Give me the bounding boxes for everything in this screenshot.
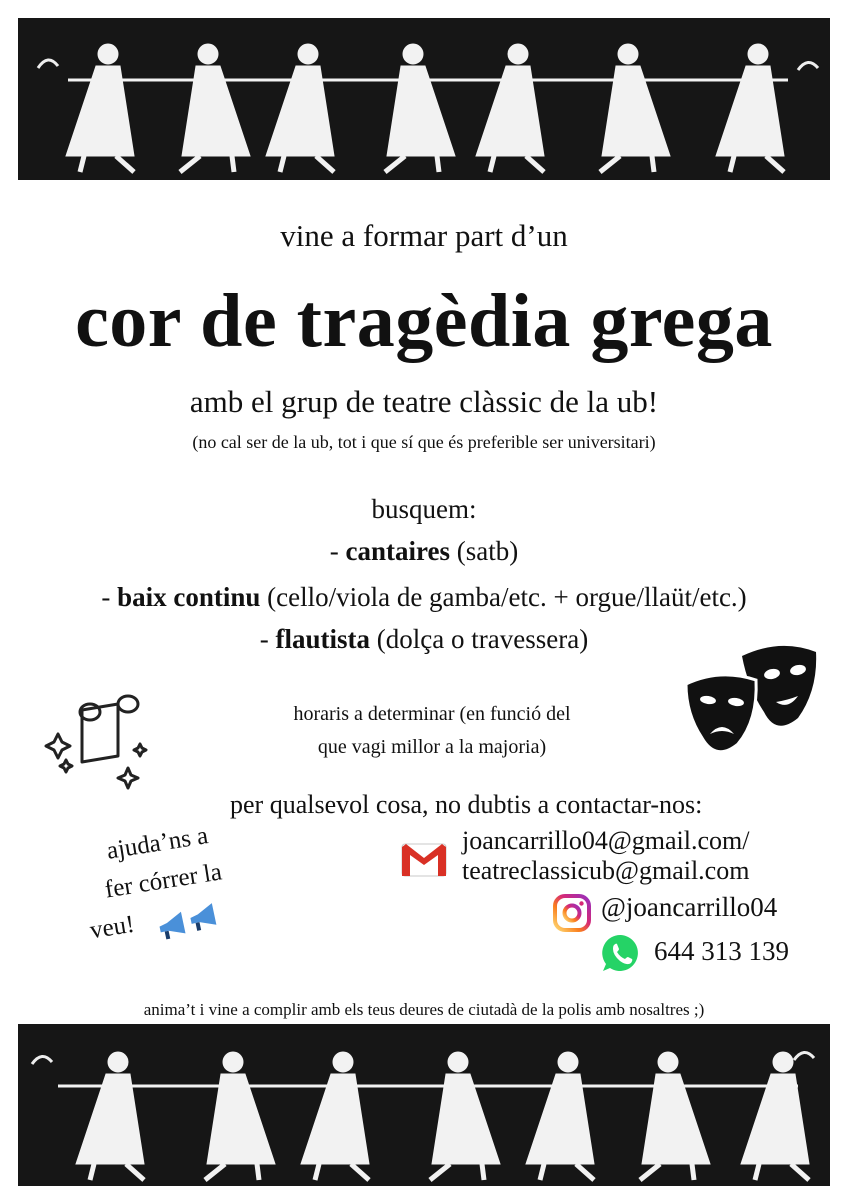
- email-address-personal[interactable]: joancarrillo04@gmail.com/: [462, 826, 750, 855]
- intro-text: vine a formar part d’un: [280, 218, 568, 253]
- seeking-item-continuo: [0, 582, 848, 613]
- top-dancers-frieze: [18, 18, 830, 180]
- page-title: cor de tragèdia grega: [75, 279, 773, 363]
- dancer-figure: [476, 44, 544, 172]
- dancer-figure: [640, 1052, 710, 1180]
- schedule-line: horaris a determinar (en funció del: [293, 703, 571, 725]
- share-line: veu!: [88, 910, 137, 945]
- dancer-figure: [266, 44, 334, 172]
- dancer-figure: [526, 1052, 594, 1180]
- dancer-figure: [600, 44, 670, 172]
- eligibility-note: (no cal ser de la ub, tot i que sí que és preferible ser universitari): [192, 432, 656, 452]
- dancer-figure: [180, 44, 250, 172]
- dancer-figure: [716, 44, 784, 172]
- seeking-heading: busquem:: [371, 494, 477, 524]
- dancer-figure: [741, 1052, 809, 1180]
- dancer-figure: [76, 1052, 144, 1180]
- item-detail: (dolça o travessera): [370, 624, 589, 654]
- whatsapp-icon: [600, 932, 642, 979]
- phone-number[interactable]: 644 313 139: [654, 936, 789, 966]
- item-role: flautista: [275, 624, 371, 654]
- dancer-figure: [301, 1052, 369, 1180]
- item-role: cantaires: [345, 536, 450, 566]
- gmail-icon: [400, 842, 448, 883]
- closing-line: anima’t i vine a complir amb els teus deures de ciutadà de la polis amb nosaltres ;): [143, 1000, 705, 1019]
- dancer-figure: [66, 44, 134, 172]
- item-prefix: -: [329, 536, 346, 566]
- music-note-icon: [44, 690, 156, 795]
- share-line: fer córrer la: [102, 858, 224, 904]
- email-address-group[interactable]: teatreclassicub@gmail.com: [462, 856, 750, 885]
- item-detail: (cello/viola de gamba/etc. + orgue/llaüt/etc.): [260, 582, 747, 612]
- theater-masks-icon: [680, 640, 822, 765]
- instagram-handle[interactable]: @joancarrillo04: [601, 892, 778, 922]
- bottom-dancers-frieze: [18, 1024, 830, 1186]
- dancer-figure: [385, 44, 455, 172]
- instagram-icon: [552, 893, 592, 938]
- share-line: ajuda’ns a: [104, 822, 210, 865]
- contact-heading: per qualsevol cosa, no dubtis a contactar-nos:: [230, 790, 703, 819]
- dancer-figure: [205, 1052, 275, 1180]
- item-prefix: -: [259, 624, 276, 654]
- dancer-figure: [430, 1052, 500, 1180]
- item-role: baix continu: [117, 582, 261, 612]
- schedule-note: [232, 698, 632, 764]
- item-detail: (satb): [450, 536, 519, 566]
- schedule-line: que vagi millor a la majoria): [317, 736, 547, 758]
- item-prefix: -: [101, 582, 118, 612]
- dancers-illustration: [18, 1024, 830, 1186]
- seeking-item-singers: [0, 536, 848, 567]
- dancers-illustration: [18, 18, 830, 180]
- subtitle: amb el grup de teatre clàssic de la ub!: [189, 384, 659, 419]
